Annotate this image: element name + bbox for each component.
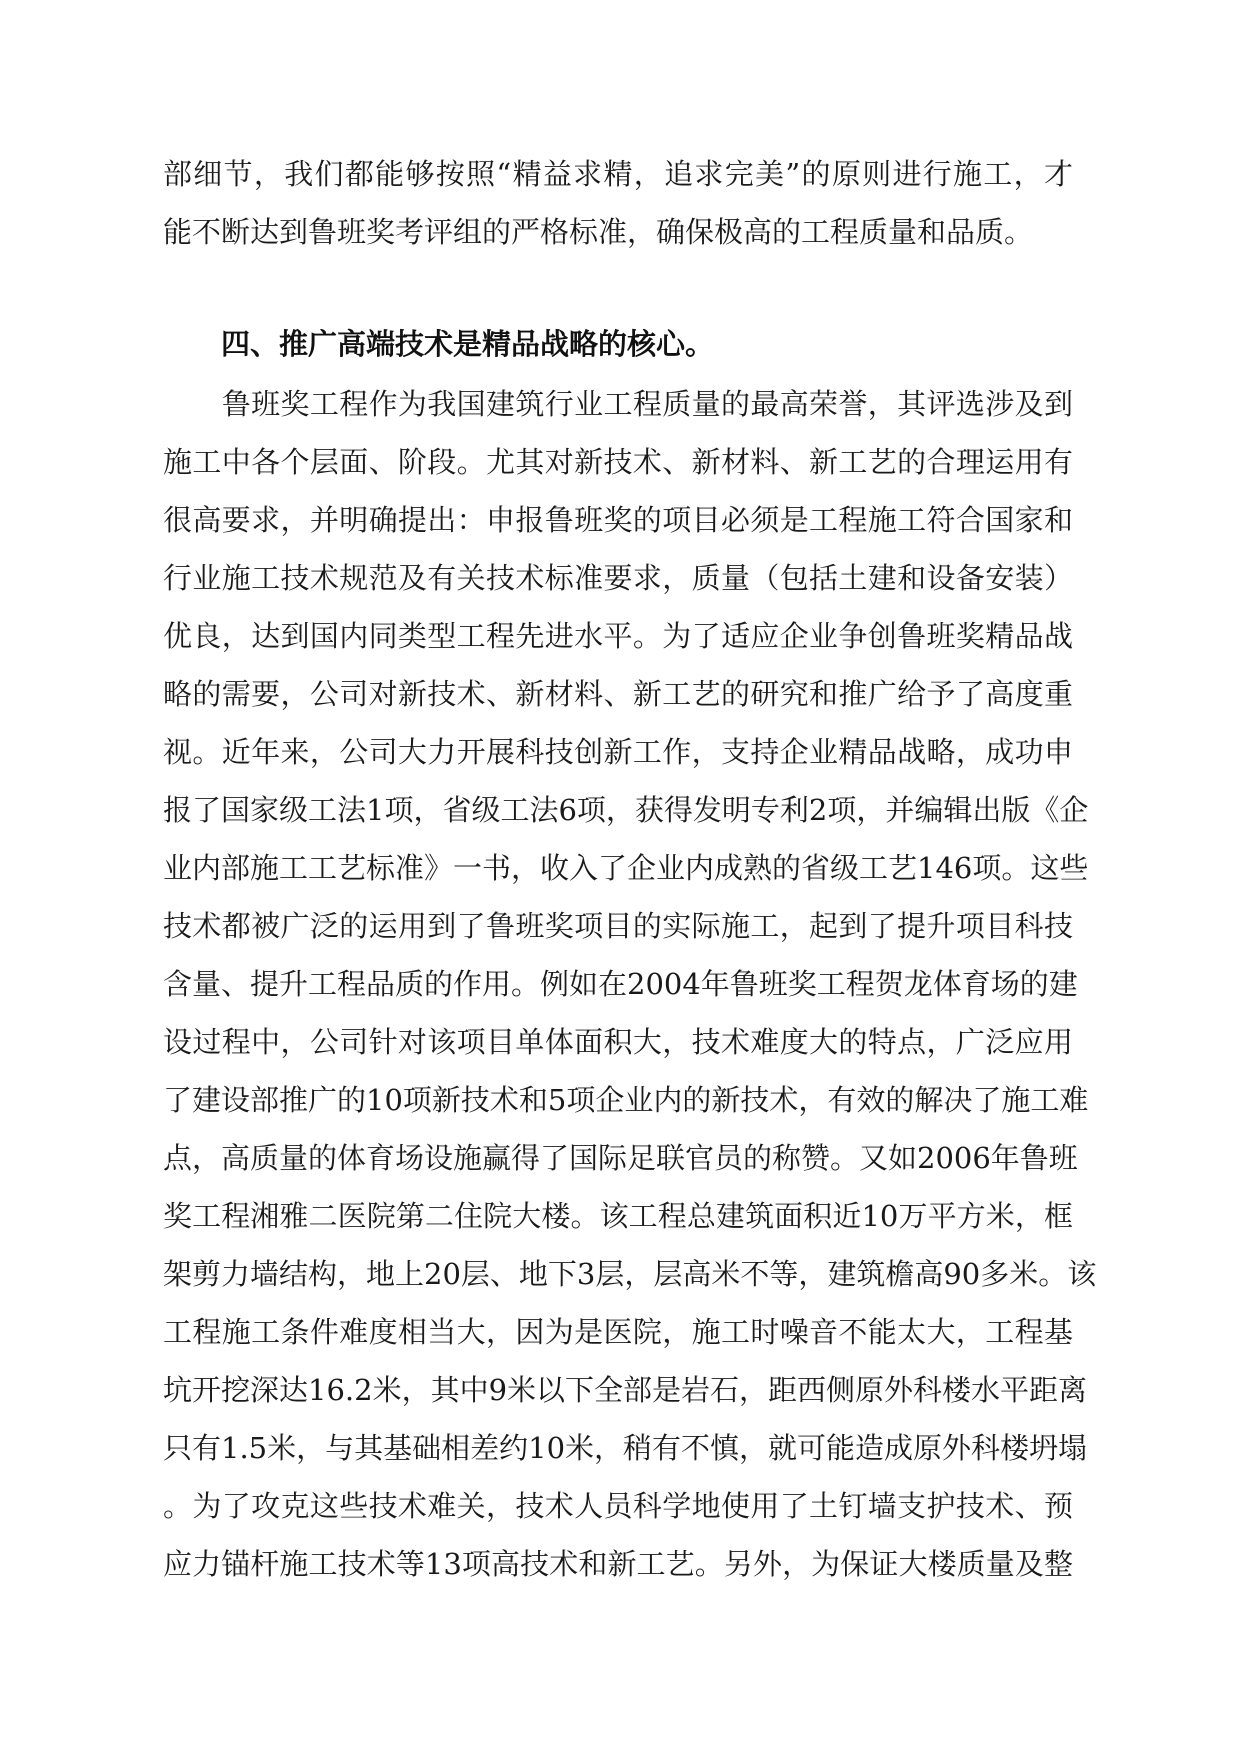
text-line: 业内部施工工艺标准》一书，收入了企业内成熟的省级工艺146项。这些 — [163, 851, 1089, 885]
text-line: 点，高质量的体育场设施赢得了国际足联官员的称赞。又如2006年鲁班 — [163, 1141, 1078, 1175]
text-line: 设过程中，公司针对该项目单体面积大，技术难度大的特点，广泛应用 — [163, 1025, 1073, 1059]
paragraph-continued — [163, 145, 1073, 261]
text-line: 奖工程湘雅二医院第二住院大楼。该工程总建筑面积近10万平方米，框 — [163, 1199, 1073, 1233]
text-line: 部细节，我们都能够按照“精益求精，追求完美”的原则进行施工，才 — [163, 157, 1073, 191]
text-line: 能不断达到鲁班奖考评组的严格标准，确保极高的工程质量和品质。 — [163, 215, 1034, 249]
paragraph-body — [163, 375, 1097, 1593]
text-line: 鲁班奖工程作为我国建筑行业工程质量的最高荣誉，其评选涉及到 — [163, 387, 1073, 421]
text-line: 视。近年来，公司大力开展科技创新工作，支持企业精品战略，成功申 — [163, 735, 1073, 769]
text-line: 坑开挖深达16.2米，其中9米以下全部是岩石，距西侧原外科楼水平距离 — [163, 1373, 1088, 1407]
text-line: 报了国家级工法1项，省级工法6项，获得发明专利2项，并编辑出版《企 — [163, 793, 1089, 827]
text-line: 施工中各个层面、阶段。尤其对新技术、新材料、新工艺的合理运用有 — [163, 445, 1073, 479]
text-line: 含量、提升工程品质的作用。例如在2004年鲁班奖工程贺龙体育场的建 — [163, 967, 1078, 1001]
section-heading: 四、推广高端技术是精品战略的核心。 — [221, 327, 715, 361]
text-line: 。为了攻克这些技术难关，技术人员科学地使用了土钉墙支护技术、预 — [163, 1489, 1073, 1523]
text-line: 技术都被广泛的运用到了鲁班奖项目的实际施工，起到了提升项目科技 — [163, 909, 1073, 943]
text-line: 行业施工技术规范及有关技术标准要求，质量（包括土建和设备安装） — [163, 561, 1073, 595]
text-line: 只有1.5米，与其基础相差约10米，稍有不慎，就可能造成原外科楼坍塌 — [163, 1431, 1088, 1465]
text-line: 架剪力墙结构，地上20层、地下3层，层高米不等，建筑檐高90多米。该 — [163, 1257, 1097, 1291]
text-line: 很高要求，并明确提出：申报鲁班奖的项目必须是工程施工符合国家和 — [163, 503, 1073, 537]
text-line: 应力锚杆施工技术等13项高技术和新工艺。另外，为保证大楼质量及整 — [163, 1547, 1073, 1581]
text-line: 略的需要，公司对新技术、新材料、新工艺的研究和推广给予了高度重 — [163, 677, 1073, 711]
text-line: 工程施工条件难度相当大，因为是医院，施工时噪音不能太大，工程基 — [163, 1315, 1073, 1349]
text-line: 了建设部推广的10项新技术和5项企业内的新技术，有效的解决了施工难 — [163, 1083, 1089, 1117]
text-line: 优良，达到国内同类型工程先进水平。为了适应企业争创鲁班奖精品战 — [163, 619, 1073, 653]
